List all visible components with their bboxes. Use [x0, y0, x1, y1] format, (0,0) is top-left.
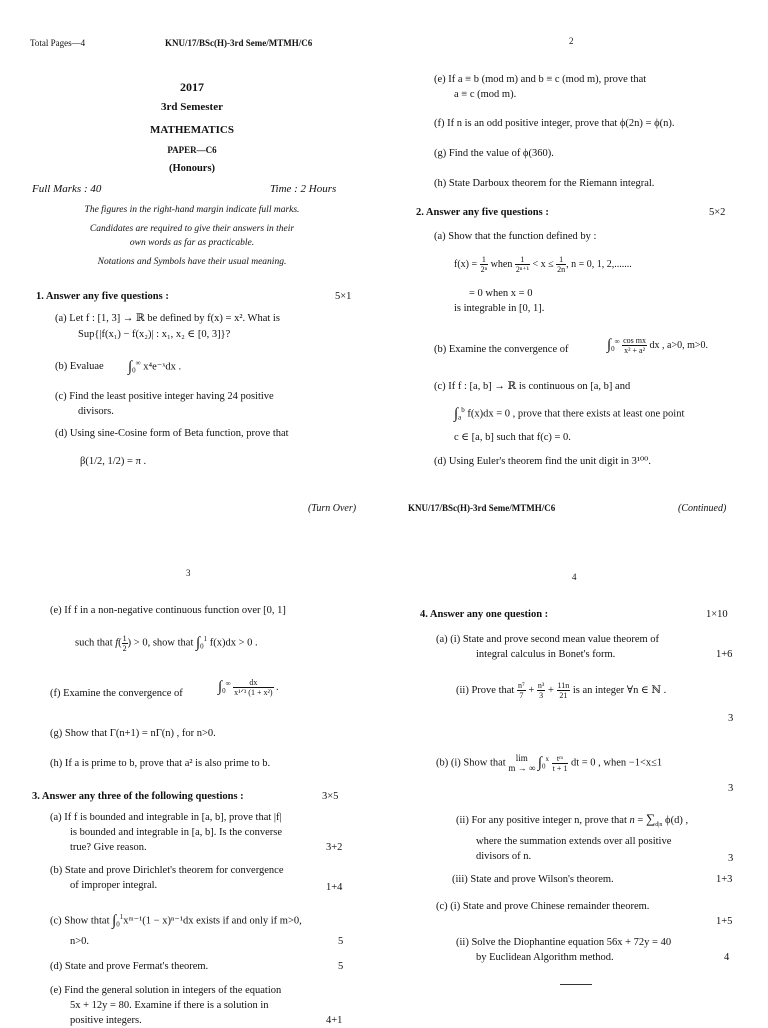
q1d-line1: (d) Using sine-Cosine form of Beta function, prove that — [55, 428, 289, 439]
q2a-integrable: is integrable in [0, 1]. — [454, 303, 545, 314]
q4a-ii-marks: 3 — [728, 713, 734, 724]
instruction-marks: The figures in the right-hand margin indicate full marks. — [84, 205, 300, 215]
q4c-ii-marks: 4 — [724, 952, 730, 963]
q3e-line3: positive integers. — [70, 1015, 142, 1026]
q1b-expression: x⁴e⁻ˣdx . — [143, 361, 182, 373]
q2f-integral: $\int_0^\infty$ $\frac{dx}{\text{x¹ᐟ³ (1 + x²)}}$ . — [218, 678, 279, 697]
time-allowed: Time : 2 Hours — [270, 183, 337, 195]
q2e-such-that: such that — [75, 637, 113, 649]
q4-marks: 1×10 — [706, 609, 728, 620]
exam-subject: MATHEMATICS — [150, 124, 234, 136]
paper-code-footer: KNU/17/BSc(H)-3rd Seme/MTMH/C6 — [408, 503, 556, 513]
q3a-marks: 3+2 — [326, 842, 343, 853]
q1f: (f) If n is an odd positive integer, prove that ϕ(2n) = ϕ(n). — [434, 118, 675, 129]
q3c-line1: (c) Show thtat $\int_0^1xᵐ^{-1}(1 - x)^{n-1}dx$ exists if and only if m>0, — [50, 913, 302, 930]
exam-honours: (Honours) — [168, 163, 216, 174]
q4b-iii: (iii) State and prove Wilson's theorem. — [452, 874, 614, 885]
continued: (Continued) — [678, 503, 727, 514]
instruction-notation: Notations and Symbols have their usual meaning. — [97, 257, 287, 267]
q1b-integral: $\int_0^\infty$ x⁴e⁻ˣdx . — [128, 359, 182, 376]
exam-page-1 — [0, 0, 384, 512]
q4c-ii-line1: (ii) Solve the Diophantine equation 56x + 72y = 40 — [456, 937, 672, 948]
exam-page-4 — [384, 512, 768, 1024]
exam-page-3 — [0, 512, 384, 1024]
q4a-i-marks: 1+6 — [716, 649, 733, 660]
q2b-label: (b) Examine the convergence of — [434, 344, 569, 355]
q2b-tail: dx , a>0, m>0. — [649, 339, 708, 351]
q3a-line1: (a) If f is bounded and integrable in [a, b], prove that |f| — [50, 812, 282, 823]
exam-semester: 3rd Semester — [160, 101, 223, 113]
exam-paper: PAPER—C6 — [167, 145, 217, 155]
q3c-text: xᵐ⁻¹(1 − x)ⁿ⁻¹dx exists if and only if m>0, — [123, 915, 302, 927]
q4b-i-label: (b) (i) Show that — [436, 757, 506, 769]
q4a-ii-label: (ii) Prove that — [456, 684, 515, 696]
q3c-line2: n>0. — [70, 936, 90, 947]
q1e-line2: a ≡ c (mod m). — [454, 89, 517, 100]
q2-marks: 5×2 — [709, 207, 726, 218]
q2a-fx: f(x) = — [454, 258, 478, 270]
q4-heading: 4. Answer any one question : — [420, 609, 549, 620]
q2d: (d) Using Euler's theorem find the unit digit in 3¹⁰⁰. — [434, 456, 652, 467]
q1d-expression: β(1/2, 1/2) = π . — [80, 456, 147, 467]
q3a-line2: is bounded and integrable in [a, b]. Is the converse — [70, 827, 282, 838]
q4c-ii-line2: by Euclidean Algorithm method. — [476, 952, 614, 963]
q4c-i-marks: 1+5 — [716, 916, 733, 927]
q4b-i: (b) (i) Show that lim m → ∞ $\int_0^x$ $\frac{\text{tᵐ}}{t + 1}$ dt = 0 , when −1<x≤1 — [436, 753, 663, 774]
q3c-marks: 5 — [338, 936, 344, 947]
page-number-3: 3 — [186, 568, 191, 578]
q1g: (g) Find the value of ϕ(360). — [434, 148, 554, 159]
q3d-marks: 5 — [338, 961, 344, 972]
q2a-n: , n = 0, 1, 2,....... — [566, 258, 632, 270]
turn-over: (Turn Over) — [308, 503, 357, 514]
q4c-i: (c) (i) State and prove Chinese remainder theorem. — [436, 901, 650, 912]
q4b-iii-marks: 1+3 — [716, 874, 733, 885]
q2a-lt: < x ≤ — [532, 258, 554, 270]
q1b-label: (b) Evaluae — [55, 361, 104, 372]
q4b-ii-line1: (ii) For any positive integer n, prove that $n = \sum_{d|n}$ ϕ(d) , — [456, 811, 689, 829]
q2e-line2: such that f( $\frac{1}{2}$ ) > 0, show that $\int_0^1$ f(x)dx > 0 . — [75, 633, 258, 653]
q2c-line2: $\int_a^b$ f(x)dx = 0 , prove that there exists at least one point — [454, 406, 685, 423]
q3a-line3: true? Give reason. — [70, 842, 147, 853]
q1a-line2: Sup{|f(x₁) − f(x₂)| : x₁, x₂ ∈ [0, 3]}? — [78, 329, 231, 340]
q3e-line2: 5x + 12y = 80. Examine if there is a solution in — [70, 1000, 269, 1011]
q1-marks: 5×1 — [335, 291, 352, 302]
paper-code: KNU/17/BSc(H)-3rd Seme/MTMH/C6 — [165, 38, 313, 48]
q2f-label: (f) Examine the convergence of — [50, 688, 183, 699]
q3e-marks: 4+1 — [326, 1015, 343, 1026]
full-marks: Full Marks : 40 — [32, 183, 102, 195]
q3e-line1: (e) Find the general solution in integers of the equation — [50, 985, 282, 996]
q3d: (d) State and prove Fermat's theorem. — [50, 961, 209, 972]
q2e-integral-tail: f(x)dx > 0 . — [209, 637, 258, 649]
q1c-line1: (c) Find the least positive integer having 24 positive — [55, 391, 274, 402]
q4a-i-line1: (a) (i) State and prove second mean value theorem of — [436, 634, 660, 645]
q2h: (h) If a is prime to b, prove that a² is also prime to b. — [50, 758, 271, 769]
q2a-function: f(x) = $\frac{1}{\text{2ⁿ}}$ when $\frac{1}{\text{2ⁿ⁺¹}}$ < x ≤ $\frac{1}{2n}$ , n = 0, 1, 2,....... — [454, 255, 632, 274]
q2g: (g) Show that Γ(n+1) = nΓ(n) , for n>0. — [50, 728, 216, 739]
q4a-i-line2: integral calculus in Bonet's form. — [476, 649, 616, 660]
q2c-line2-text: f(x)dx = 0 , prove that there exists at least one point — [467, 408, 685, 420]
page-number-2: 2 — [569, 36, 574, 46]
instruction-own-words-2: own words as far as practicable. — [129, 238, 255, 248]
q2e-line1: (e) If f in a non-negative continuous function over [0, 1] — [50, 605, 286, 616]
q4b-i-tail: dt = 0 , when −1<x≤1 — [570, 757, 663, 769]
q1-heading: 1. Answer any five questions : — [36, 291, 169, 302]
exam-page-2 — [384, 0, 768, 512]
end-rule — [560, 984, 592, 985]
q2c-line3: c ∈ [a, b] such that f(c) = 0. — [454, 432, 571, 443]
q4b-ii-label: (ii) For any positive integer n, prove that — [456, 815, 627, 826]
q4a-ii-tail: is an integer ∀n ∈ ℕ . — [572, 684, 667, 696]
q2b-integral: $\int_0^\infty$ $\frac{\text{cos mx}}{\text{x² + a²}}$ dx , a>0, m>0. — [607, 336, 708, 355]
q2e-show-that: show that — [152, 637, 194, 649]
instruction-own-words-1: Candidates are required to give their answers in their — [89, 224, 295, 234]
q1h: (h) State Darboux theorem for the Riemann integral. — [434, 178, 655, 189]
q2c-line1: (c) If f : [a, b] → ℝ is continuous on [a, b] and — [434, 381, 631, 392]
q2-heading: 2. Answer any five questions : — [416, 207, 549, 218]
q2a-line1: (a) Show that the function defined by : — [434, 231, 597, 242]
q2a-when: when — [490, 258, 513, 270]
q3b-marks: 1+4 — [326, 882, 343, 893]
q3b-line1: (b) State and prove Dirichlet's theorem for convergence — [50, 865, 284, 876]
q3b-line2: of improper integral. — [70, 880, 158, 891]
exam-year: 2017 — [180, 80, 204, 94]
q4a-ii: (ii) Prove that $\frac{\text{n⁷}}{7}$ + $\frac{\text{n³}}{3}$ + $\frac{11n}{21}$ is an integer ∀n ∈ ℕ . — [456, 681, 667, 700]
q1e-line1: (e) If a ≡ b (mod m) and b ≡ c (mod m), prove that — [434, 74, 647, 85]
q4b-ii-marks: 3 — [728, 853, 734, 864]
page-number-4: 4 — [572, 572, 577, 582]
q3-marks: 3×5 — [322, 791, 339, 802]
q3-heading: 3. Answer any three of the following questions : — [32, 791, 244, 802]
q4b-i-marks: 3 — [728, 783, 734, 794]
q4b-ii-line2: where the summation extends over all positive — [476, 836, 672, 847]
q1c-line2: divisors. — [78, 406, 114, 417]
q4b-ii-line3: divisors of n. — [476, 851, 532, 862]
total-pages: Total Pages—4 — [30, 38, 86, 48]
q1a-line1: (a) Let f : [1, 3] → ℝ be defined by f(x) = x². What is — [55, 313, 280, 324]
q3c-label: (c) Show thtat — [50, 915, 110, 927]
q2a-zero: = 0 when x = 0 — [469, 288, 533, 299]
